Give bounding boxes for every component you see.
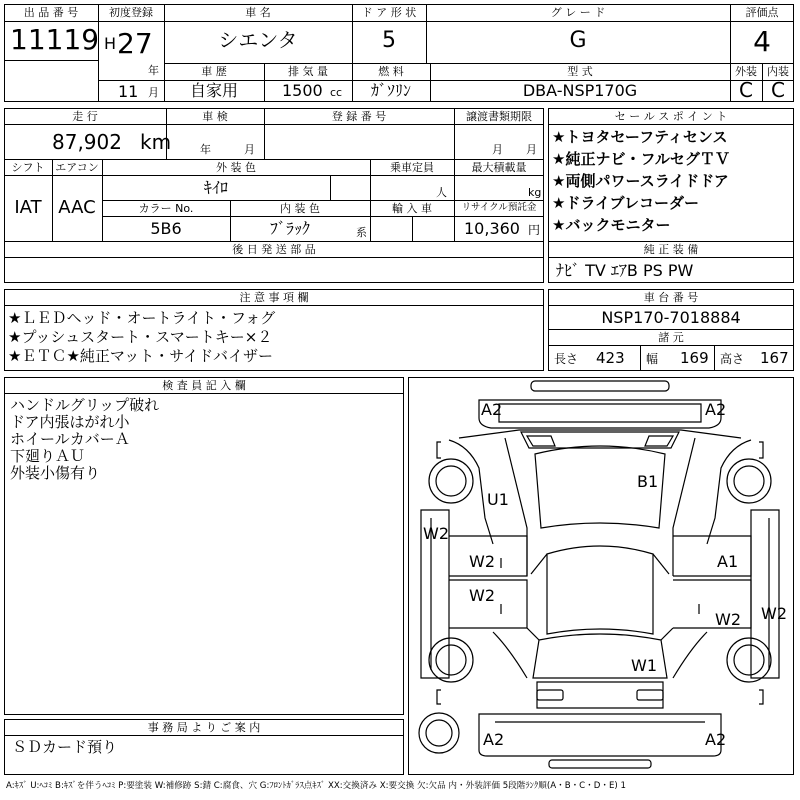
car-name-label: 車 名	[245, 6, 271, 19]
notes-line: ★ＥＴＣ★純正マット・サイドバイザー	[8, 347, 273, 365]
lot-no-label: 出 品 番 号	[23, 6, 79, 19]
person-unit: 人	[436, 186, 447, 199]
era-letter: H	[104, 34, 117, 53]
notes-line: ★ＬＥＤヘッド・オートライト・フォグ	[8, 309, 276, 327]
shift-value: IAT	[14, 197, 42, 218]
inspector-title: 検 査 員 記 入 欄	[162, 379, 246, 392]
recycle-value: 10,360	[464, 219, 520, 238]
car-diagram-svg	[409, 378, 792, 773]
legend-text: A:ｷｽﾞ U:ﾍｺﾐ B:ｷｽﾞを伴うﾍｺﾐ P:要塗装 W:補修跡 S:錆 C:腐食、穴 G:ﾌﾛﾝﾄｶﾞﾗｽ点ｷｽﾞ XX:交換済み X:要交換 欠:欠品 内・外装評価 5段階ﾗﾝｸ順(A・B・C・D・E) 1	[6, 781, 626, 791]
first-reg-month: 11	[118, 82, 139, 101]
chassis-value: NSP170-7018884	[601, 308, 741, 327]
sales-point-item: ★トヨタセーフティセンス	[552, 128, 728, 146]
lot-no-value: 11119	[10, 23, 100, 56]
displacement-value: 1500	[282, 81, 323, 100]
office-title: 事 務 局 よ り ご 案 内	[147, 721, 261, 734]
sales-point-item: ★バックモニター	[552, 216, 671, 234]
year-unit: 年	[148, 64, 159, 77]
color-label: 外 装 色	[216, 161, 256, 174]
sales-point-item: ★純正ナビ・フルセグＴＶ	[552, 150, 730, 168]
damage-mark-front-left: A2	[481, 400, 503, 419]
damage-mark-front-right: A2	[705, 400, 727, 419]
color-value: ｷｲﾛ	[203, 178, 228, 197]
damage-mark-rear-left: A2	[483, 730, 505, 749]
damage-mark-roof: W1	[631, 656, 657, 675]
inspector-line: ドア内張はがれ小	[10, 413, 130, 431]
width-label: 幅	[646, 352, 659, 366]
load-label: 最大積載量	[471, 161, 527, 174]
width-value: 169	[680, 349, 709, 367]
exterior-value: C	[739, 78, 753, 102]
inspection-month-unit: 月	[244, 143, 255, 156]
mileage-unit: km	[140, 130, 172, 154]
inspector-line: ホイールカバーＡ	[10, 430, 130, 448]
door-value: 5	[382, 28, 396, 53]
int-color-value: ﾌﾞﾗｯｸ	[269, 219, 310, 238]
displacement-label: 排 気 量	[288, 65, 328, 78]
aircon-value: AAC	[58, 197, 96, 218]
length-value: 423	[596, 349, 625, 367]
damage-mark-front-door-right: A1	[717, 552, 739, 571]
import-label: 輸 入 車	[392, 202, 432, 215]
damage-mark-rear-door-left: W2	[469, 586, 495, 605]
later-parts-label: 後 日 発 送 部 品	[232, 243, 316, 256]
int-color-label: 内 装 色	[280, 202, 320, 215]
dims-title: 諸 元	[658, 331, 684, 344]
damage-mark-left-fender: U1	[487, 490, 509, 509]
door-label: ド ア 形 状	[361, 6, 417, 19]
first-reg-year: 27	[117, 27, 153, 60]
damage-mark-right-rear-wheel: W2	[761, 604, 787, 623]
aircon-label: エアコン	[55, 161, 99, 174]
damage-mark-rear-door-right: W2	[715, 610, 741, 629]
mileage-value: 87,902	[52, 130, 122, 154]
first-reg-label: 初度登録	[109, 6, 153, 19]
recycle-label: リサイクル預託金	[461, 202, 537, 213]
cc-unit: cc	[330, 86, 343, 99]
inspector-line: 下廻りＡＵ	[10, 447, 86, 465]
score-value: 4	[753, 25, 771, 58]
office-value: ＳＤカード預り	[12, 738, 118, 756]
exterior-label: 外装	[735, 65, 757, 78]
notes-title: 注 意 事 項 欄	[239, 291, 309, 304]
grade-label: グ レ ー ド	[550, 6, 606, 19]
equipment-title: 純 正 装 備	[643, 243, 699, 256]
length-label: 長さ	[554, 352, 579, 366]
month-unit: 月	[148, 86, 159, 99]
notes-line: ★プッシュスタート・スマートキー×２	[8, 328, 273, 346]
inspection-label: 車 検	[202, 110, 228, 123]
kg-unit: kg	[528, 186, 542, 199]
damage-mark-left-front-wheel: W2	[423, 524, 449, 543]
model-value: DBA-NSP170G	[522, 81, 638, 100]
inspector-line: 外装小傷有り	[10, 464, 101, 482]
transfer-docs-label: 譲渡書類期限	[466, 110, 532, 123]
sales-points-title: セ ー ル ス ポ イ ン ト	[614, 110, 728, 123]
color-no-label: カラー No.	[138, 202, 194, 215]
inspector-line: ハンドルグリップ破れ	[10, 396, 160, 414]
interior-value: C	[771, 78, 785, 102]
sales-point-item: ★両側パワースライドドア	[552, 172, 729, 190]
fuel-label: 燃 料	[378, 65, 404, 78]
transfer-month-unit: 月	[492, 143, 503, 156]
score-label: 評価点	[745, 6, 779, 19]
chassis-title: 車 台 番 号	[643, 291, 699, 304]
car-name-value: シエンタ	[218, 28, 298, 52]
mileage-label: 走 行	[72, 110, 98, 123]
equipment-value: ﾅﾋﾞ TV ｴｱB PS PW	[556, 261, 694, 280]
capacity-label: 乗車定員	[390, 161, 434, 174]
damage-mark-hood: B1	[637, 472, 659, 491]
shift-label: シフト	[11, 161, 45, 174]
fuel-value: ｶﾞｿﾘﾝ	[370, 81, 411, 100]
history-value: 自家用	[189, 81, 238, 100]
int-color-suffix: 系	[356, 226, 367, 239]
yen-unit: 円	[528, 223, 541, 237]
height-value: 167	[760, 349, 789, 367]
car-diagram	[408, 377, 794, 775]
damage-mark-rear-right: A2	[705, 730, 727, 749]
color-no-value: 5B6	[150, 219, 182, 238]
grade-value: G	[569, 28, 587, 53]
damage-mark-front-door-left: W2	[469, 552, 495, 571]
sales-point-item: ★ドライブレコーダー	[552, 194, 699, 212]
transfer-day-unit: 月	[526, 143, 537, 156]
inspection-year-unit: 年	[200, 143, 211, 156]
history-label: 車 歴	[201, 65, 227, 78]
interior-label: 内装	[767, 65, 789, 78]
model-label: 型 式	[567, 65, 593, 78]
height-label: 高さ	[720, 352, 745, 366]
reg-no-label: 登 録 番 号	[331, 110, 387, 123]
